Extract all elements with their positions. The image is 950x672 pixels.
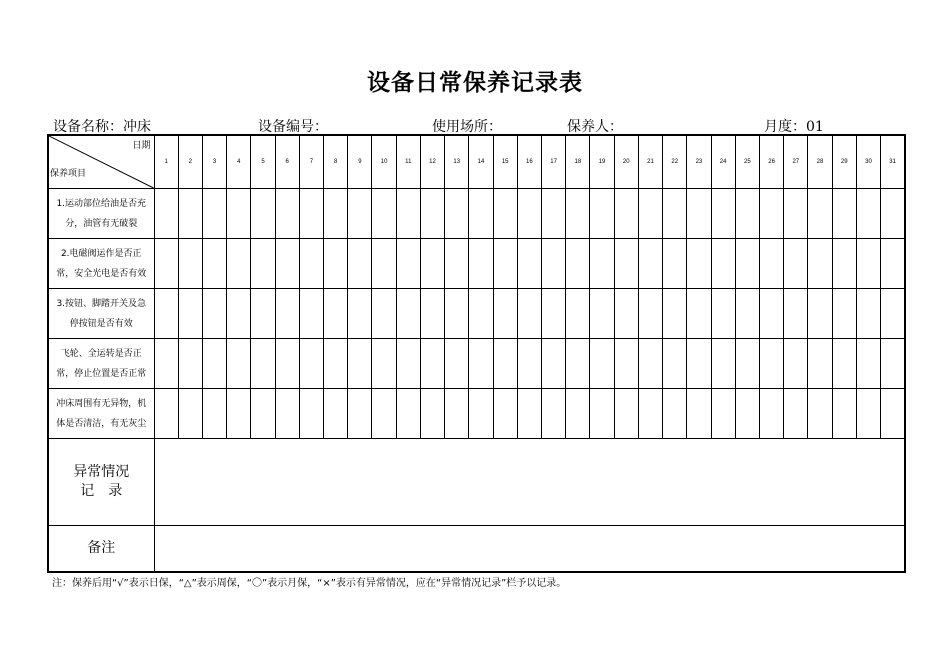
check-cell-day-2[interactable] — [178, 389, 202, 439]
day-header-4: 4 — [227, 135, 251, 189]
check-cell-day-6[interactable] — [275, 189, 299, 239]
day-header-12: 12 — [420, 135, 444, 189]
check-cell-day-23[interactable] — [687, 289, 711, 339]
check-cell-day-9[interactable] — [348, 189, 372, 239]
header-diagonal-cell — [48, 135, 154, 189]
check-cell-day-31[interactable] — [881, 389, 905, 439]
check-cell-day-16[interactable] — [517, 239, 541, 289]
check-cell-day-1[interactable] — [154, 239, 178, 289]
abnormal-record-row — [48, 439, 905, 526]
check-cell-day-30[interactable] — [856, 389, 880, 439]
check-cell-day-6[interactable] — [275, 239, 299, 289]
check-cell-day-10[interactable] — [372, 239, 396, 289]
check-cell-day-31[interactable] — [881, 189, 905, 239]
check-cell-day-8[interactable] — [324, 339, 348, 389]
day-header-20: 20 — [614, 135, 638, 189]
check-cell-day-8[interactable] — [324, 239, 348, 289]
check-cell-day-20[interactable] — [614, 389, 638, 439]
check-cell-day-18[interactable] — [566, 289, 590, 339]
check-cell-day-1[interactable] — [154, 389, 178, 439]
check-cell-day-8[interactable] — [324, 289, 348, 339]
check-cell-day-7[interactable] — [299, 189, 323, 239]
check-cell-day-27[interactable] — [784, 339, 808, 389]
check-cell-day-16[interactable] — [517, 339, 541, 389]
check-cell-day-10[interactable] — [372, 289, 396, 339]
equipment-name-value: 冲床 — [123, 119, 151, 135]
maintenance-item-label — [48, 289, 154, 339]
check-cell-day-9[interactable] — [348, 389, 372, 439]
day-header-3: 3 — [202, 135, 226, 189]
check-cell-day-29[interactable] — [832, 239, 856, 289]
abnormal-record-label — [48, 439, 154, 526]
day-header-2: 2 — [178, 135, 202, 189]
check-cell-day-26[interactable] — [759, 239, 783, 289]
check-cell-day-3[interactable] — [202, 289, 226, 339]
item-line1: 飞轮、全运转是否正 — [60, 348, 142, 359]
day-header-22: 22 — [663, 135, 687, 189]
check-cell-day-4[interactable] — [227, 339, 251, 389]
check-cell-day-26[interactable] — [759, 389, 783, 439]
check-cell-day-3[interactable] — [202, 239, 226, 289]
check-cell-day-28[interactable] — [808, 339, 832, 389]
check-cell-day-18[interactable] — [566, 239, 590, 289]
check-cell-day-23[interactable] — [687, 239, 711, 289]
check-cell-day-2[interactable] — [178, 339, 202, 389]
date-header-label: 日期 — [132, 141, 151, 151]
abnormal-label-line2: 记 录 — [80, 483, 123, 499]
check-cell-day-29[interactable] — [832, 339, 856, 389]
table-row — [48, 389, 905, 439]
day-header-9: 9 — [348, 135, 372, 189]
check-cell-day-24[interactable] — [711, 239, 735, 289]
check-cell-day-16[interactable] — [517, 389, 541, 439]
check-cell-day-29[interactable] — [832, 389, 856, 439]
check-cell-day-23[interactable] — [687, 189, 711, 239]
check-cell-day-6[interactable] — [275, 389, 299, 439]
check-cell-day-12[interactable] — [420, 189, 444, 239]
check-cell-day-5[interactable] — [251, 189, 275, 239]
check-cell-day-22[interactable] — [663, 239, 687, 289]
check-cell-day-28[interactable] — [808, 289, 832, 339]
check-cell-day-21[interactable] — [638, 339, 662, 389]
check-cell-day-10[interactable] — [372, 339, 396, 389]
check-cell-day-27[interactable] — [784, 189, 808, 239]
check-cell-day-2[interactable] — [178, 189, 202, 239]
day-header-5: 5 — [251, 135, 275, 189]
check-cell-day-24[interactable] — [711, 339, 735, 389]
check-cell-day-11[interactable] — [396, 189, 420, 239]
check-cell-day-23[interactable] — [687, 339, 711, 389]
table-header-row — [48, 135, 905, 189]
check-cell-day-14[interactable] — [469, 389, 493, 439]
day-header-11: 11 — [396, 135, 420, 189]
equipment-no-label: 设备编号： — [258, 119, 328, 135]
check-cell-day-2[interactable] — [178, 239, 202, 289]
check-cell-day-1[interactable] — [154, 189, 178, 239]
check-cell-day-27[interactable] — [784, 389, 808, 439]
check-cell-day-15[interactable] — [493, 189, 517, 239]
check-cell-day-15[interactable] — [493, 239, 517, 289]
day-header-26: 26 — [759, 135, 783, 189]
check-cell-day-12[interactable] — [420, 289, 444, 339]
check-cell-day-26[interactable] — [759, 289, 783, 339]
maintenance-table — [47, 134, 906, 573]
check-cell-day-18[interactable] — [566, 389, 590, 439]
check-cell-day-5[interactable] — [251, 339, 275, 389]
item-line2: 分，油管有无破裂 — [65, 218, 138, 229]
month-value: 01 — [806, 119, 824, 135]
check-cell-day-12[interactable] — [420, 239, 444, 289]
table-row — [48, 289, 905, 339]
check-cell-day-19[interactable] — [590, 239, 614, 289]
check-cell-day-26[interactable] — [759, 339, 783, 389]
check-cell-day-13[interactable] — [445, 289, 469, 339]
check-cell-day-2[interactable] — [178, 289, 202, 339]
day-header-17: 17 — [542, 135, 566, 189]
check-cell-day-30[interactable] — [856, 239, 880, 289]
check-cell-day-5[interactable] — [251, 289, 275, 339]
day-header-29: 29 — [832, 135, 856, 189]
equipment-name-label: 设备名称： — [53, 119, 123, 135]
check-cell-day-9[interactable] — [348, 339, 372, 389]
day-header-10: 10 — [372, 135, 396, 189]
month-label: 月度： — [764, 119, 806, 135]
check-cell-day-13[interactable] — [445, 389, 469, 439]
day-header-1: 1 — [154, 135, 178, 189]
check-cell-day-12[interactable] — [420, 389, 444, 439]
page-title: 设备日常保养记录表 — [367, 70, 583, 96]
check-cell-day-17[interactable] — [542, 389, 566, 439]
check-cell-day-14[interactable] — [469, 189, 493, 239]
check-cell-day-24[interactable] — [711, 289, 735, 339]
remarks-label: 备注 — [48, 526, 154, 573]
check-cell-day-11[interactable] — [396, 339, 420, 389]
check-cell-day-25[interactable] — [735, 189, 759, 239]
check-cell-day-4[interactable] — [227, 189, 251, 239]
check-cell-day-31[interactable] — [881, 289, 905, 339]
check-cell-day-11[interactable] — [396, 389, 420, 439]
maintainer-label: 保养人： — [567, 119, 623, 135]
day-header-7: 7 — [299, 135, 323, 189]
check-cell-day-5[interactable] — [251, 389, 275, 439]
check-cell-day-3[interactable] — [202, 189, 226, 239]
check-cell-day-17[interactable] — [542, 289, 566, 339]
check-cell-day-11[interactable] — [396, 289, 420, 339]
check-cell-day-24[interactable] — [711, 189, 735, 239]
check-cell-day-1[interactable] — [154, 289, 178, 339]
remarks-cell[interactable] — [154, 526, 905, 573]
check-cell-day-20[interactable] — [614, 239, 638, 289]
remarks-row — [48, 526, 905, 573]
check-cell-day-3[interactable] — [202, 339, 226, 389]
check-cell-day-20[interactable] — [614, 289, 638, 339]
check-cell-day-7[interactable] — [299, 339, 323, 389]
day-header-21: 21 — [638, 135, 662, 189]
check-cell-day-11[interactable] — [396, 239, 420, 289]
check-cell-day-20[interactable] — [614, 339, 638, 389]
check-cell-day-7[interactable] — [299, 389, 323, 439]
check-cell-day-30[interactable] — [856, 339, 880, 389]
check-cell-day-8[interactable] — [324, 389, 348, 439]
day-header-25: 25 — [735, 135, 759, 189]
check-cell-day-22[interactable] — [663, 289, 687, 339]
footnote: 注：保养后用“√”表示日保，“△”表示周保，“〇”表示月保，“×”表示有异常情况，应在“异常情况记录”栏予以记录。 — [52, 578, 567, 589]
check-cell-day-31[interactable] — [881, 339, 905, 389]
abnormal-label-line1: 异常情况 — [73, 464, 130, 480]
item-line2: 停按钮是否有效 — [69, 318, 133, 329]
check-cell-day-25[interactable] — [735, 339, 759, 389]
maintenance-item-label — [48, 339, 154, 389]
check-cell-day-25[interactable] — [735, 389, 759, 439]
check-cell-day-24[interactable] — [711, 389, 735, 439]
check-cell-day-17[interactable] — [542, 239, 566, 289]
check-cell-day-10[interactable] — [372, 189, 396, 239]
maintenance-item-label — [48, 389, 154, 439]
day-header-14: 14 — [469, 135, 493, 189]
item-header-label: 保养项目 — [50, 169, 87, 179]
check-cell-day-23[interactable] — [687, 389, 711, 439]
abnormal-record-cell[interactable] — [154, 439, 905, 526]
check-cell-day-29[interactable] — [832, 289, 856, 339]
table-row — [48, 239, 905, 289]
check-cell-day-21[interactable] — [638, 189, 662, 239]
check-cell-day-31[interactable] — [881, 239, 905, 289]
check-cell-day-19[interactable] — [590, 389, 614, 439]
check-cell-day-27[interactable] — [784, 289, 808, 339]
day-header-15: 15 — [493, 135, 517, 189]
equipment-name-field — [53, 116, 151, 136]
check-cell-day-22[interactable] — [663, 189, 687, 239]
check-cell-day-28[interactable] — [808, 389, 832, 439]
item-line1: 1.运动部位给油是否充 — [56, 198, 147, 209]
item-line2: 常，安全光电是否有效 — [56, 268, 147, 279]
month-field — [764, 116, 824, 136]
check-cell-day-25[interactable] — [735, 239, 759, 289]
check-cell-day-3[interactable] — [202, 389, 226, 439]
check-cell-day-26[interactable] — [759, 189, 783, 239]
check-cell-day-4[interactable] — [227, 289, 251, 339]
check-cell-day-21[interactable] — [638, 289, 662, 339]
check-cell-day-16[interactable] — [517, 289, 541, 339]
day-header-19: 19 — [590, 135, 614, 189]
check-cell-day-13[interactable] — [445, 189, 469, 239]
day-header-18: 18 — [566, 135, 590, 189]
location-label: 使用场所： — [432, 119, 502, 135]
check-cell-day-17[interactable] — [542, 189, 566, 239]
check-cell-day-1[interactable] — [154, 339, 178, 389]
item-line2: 体是否清洁，有无灰尘 — [56, 418, 147, 429]
check-cell-day-7[interactable] — [299, 239, 323, 289]
check-cell-day-15[interactable] — [493, 339, 517, 389]
day-header-13: 13 — [445, 135, 469, 189]
check-cell-day-18[interactable] — [566, 189, 590, 239]
day-header-30: 30 — [856, 135, 880, 189]
table-row — [48, 189, 905, 239]
item-line1: 3.按钮、脚踏开关及急 — [56, 298, 147, 309]
check-cell-day-28[interactable] — [808, 189, 832, 239]
day-header-23: 23 — [687, 135, 711, 189]
item-line2: 常，停止位置是否正常 — [56, 368, 147, 379]
day-header-27: 27 — [784, 135, 808, 189]
item-line1: 2.电磁阀运作是否正 — [60, 248, 142, 259]
check-cell-day-29[interactable] — [832, 189, 856, 239]
item-line1: 冲床周围有无异物，机 — [56, 398, 147, 409]
check-cell-day-22[interactable] — [663, 339, 687, 389]
check-cell-day-13[interactable] — [445, 239, 469, 289]
check-cell-day-30[interactable] — [856, 189, 880, 239]
day-header-31: 31 — [881, 135, 905, 189]
maintenance-item-label — [48, 239, 154, 289]
check-cell-day-21[interactable] — [638, 239, 662, 289]
check-cell-day-4[interactable] — [227, 239, 251, 289]
day-header-24: 24 — [711, 135, 735, 189]
check-cell-day-16[interactable] — [517, 189, 541, 239]
check-cell-day-9[interactable] — [348, 239, 372, 289]
check-cell-day-17[interactable] — [542, 339, 566, 389]
check-cell-day-19[interactable] — [590, 189, 614, 239]
check-cell-day-10[interactable] — [372, 389, 396, 439]
check-cell-day-25[interactable] — [735, 289, 759, 339]
check-cell-day-20[interactable] — [614, 189, 638, 239]
day-header-28: 28 — [808, 135, 832, 189]
day-header-6: 6 — [275, 135, 299, 189]
check-cell-day-5[interactable] — [251, 239, 275, 289]
table-row — [48, 339, 905, 389]
check-cell-day-8[interactable] — [324, 189, 348, 239]
check-cell-day-19[interactable] — [590, 289, 614, 339]
check-cell-day-7[interactable] — [299, 289, 323, 339]
check-cell-day-28[interactable] — [808, 239, 832, 289]
check-cell-day-9[interactable] — [348, 289, 372, 339]
check-cell-day-19[interactable] — [590, 339, 614, 389]
check-cell-day-30[interactable] — [856, 289, 880, 339]
check-cell-day-13[interactable] — [445, 339, 469, 389]
day-header-8: 8 — [324, 135, 348, 189]
check-cell-day-15[interactable] — [493, 389, 517, 439]
check-cell-day-14[interactable] — [469, 239, 493, 289]
check-cell-day-15[interactable] — [493, 289, 517, 339]
check-cell-day-6[interactable] — [275, 339, 299, 389]
check-cell-day-22[interactable] — [663, 389, 687, 439]
check-cell-day-14[interactable] — [469, 339, 493, 389]
maintenance-item-label — [48, 189, 154, 239]
check-cell-day-12[interactable] — [420, 339, 444, 389]
check-cell-day-4[interactable] — [227, 389, 251, 439]
check-cell-day-21[interactable] — [638, 389, 662, 439]
check-cell-day-18[interactable] — [566, 339, 590, 389]
day-header-16: 16 — [517, 135, 541, 189]
check-cell-day-27[interactable] — [784, 239, 808, 289]
check-cell-day-6[interactable] — [275, 289, 299, 339]
check-cell-day-14[interactable] — [469, 289, 493, 339]
